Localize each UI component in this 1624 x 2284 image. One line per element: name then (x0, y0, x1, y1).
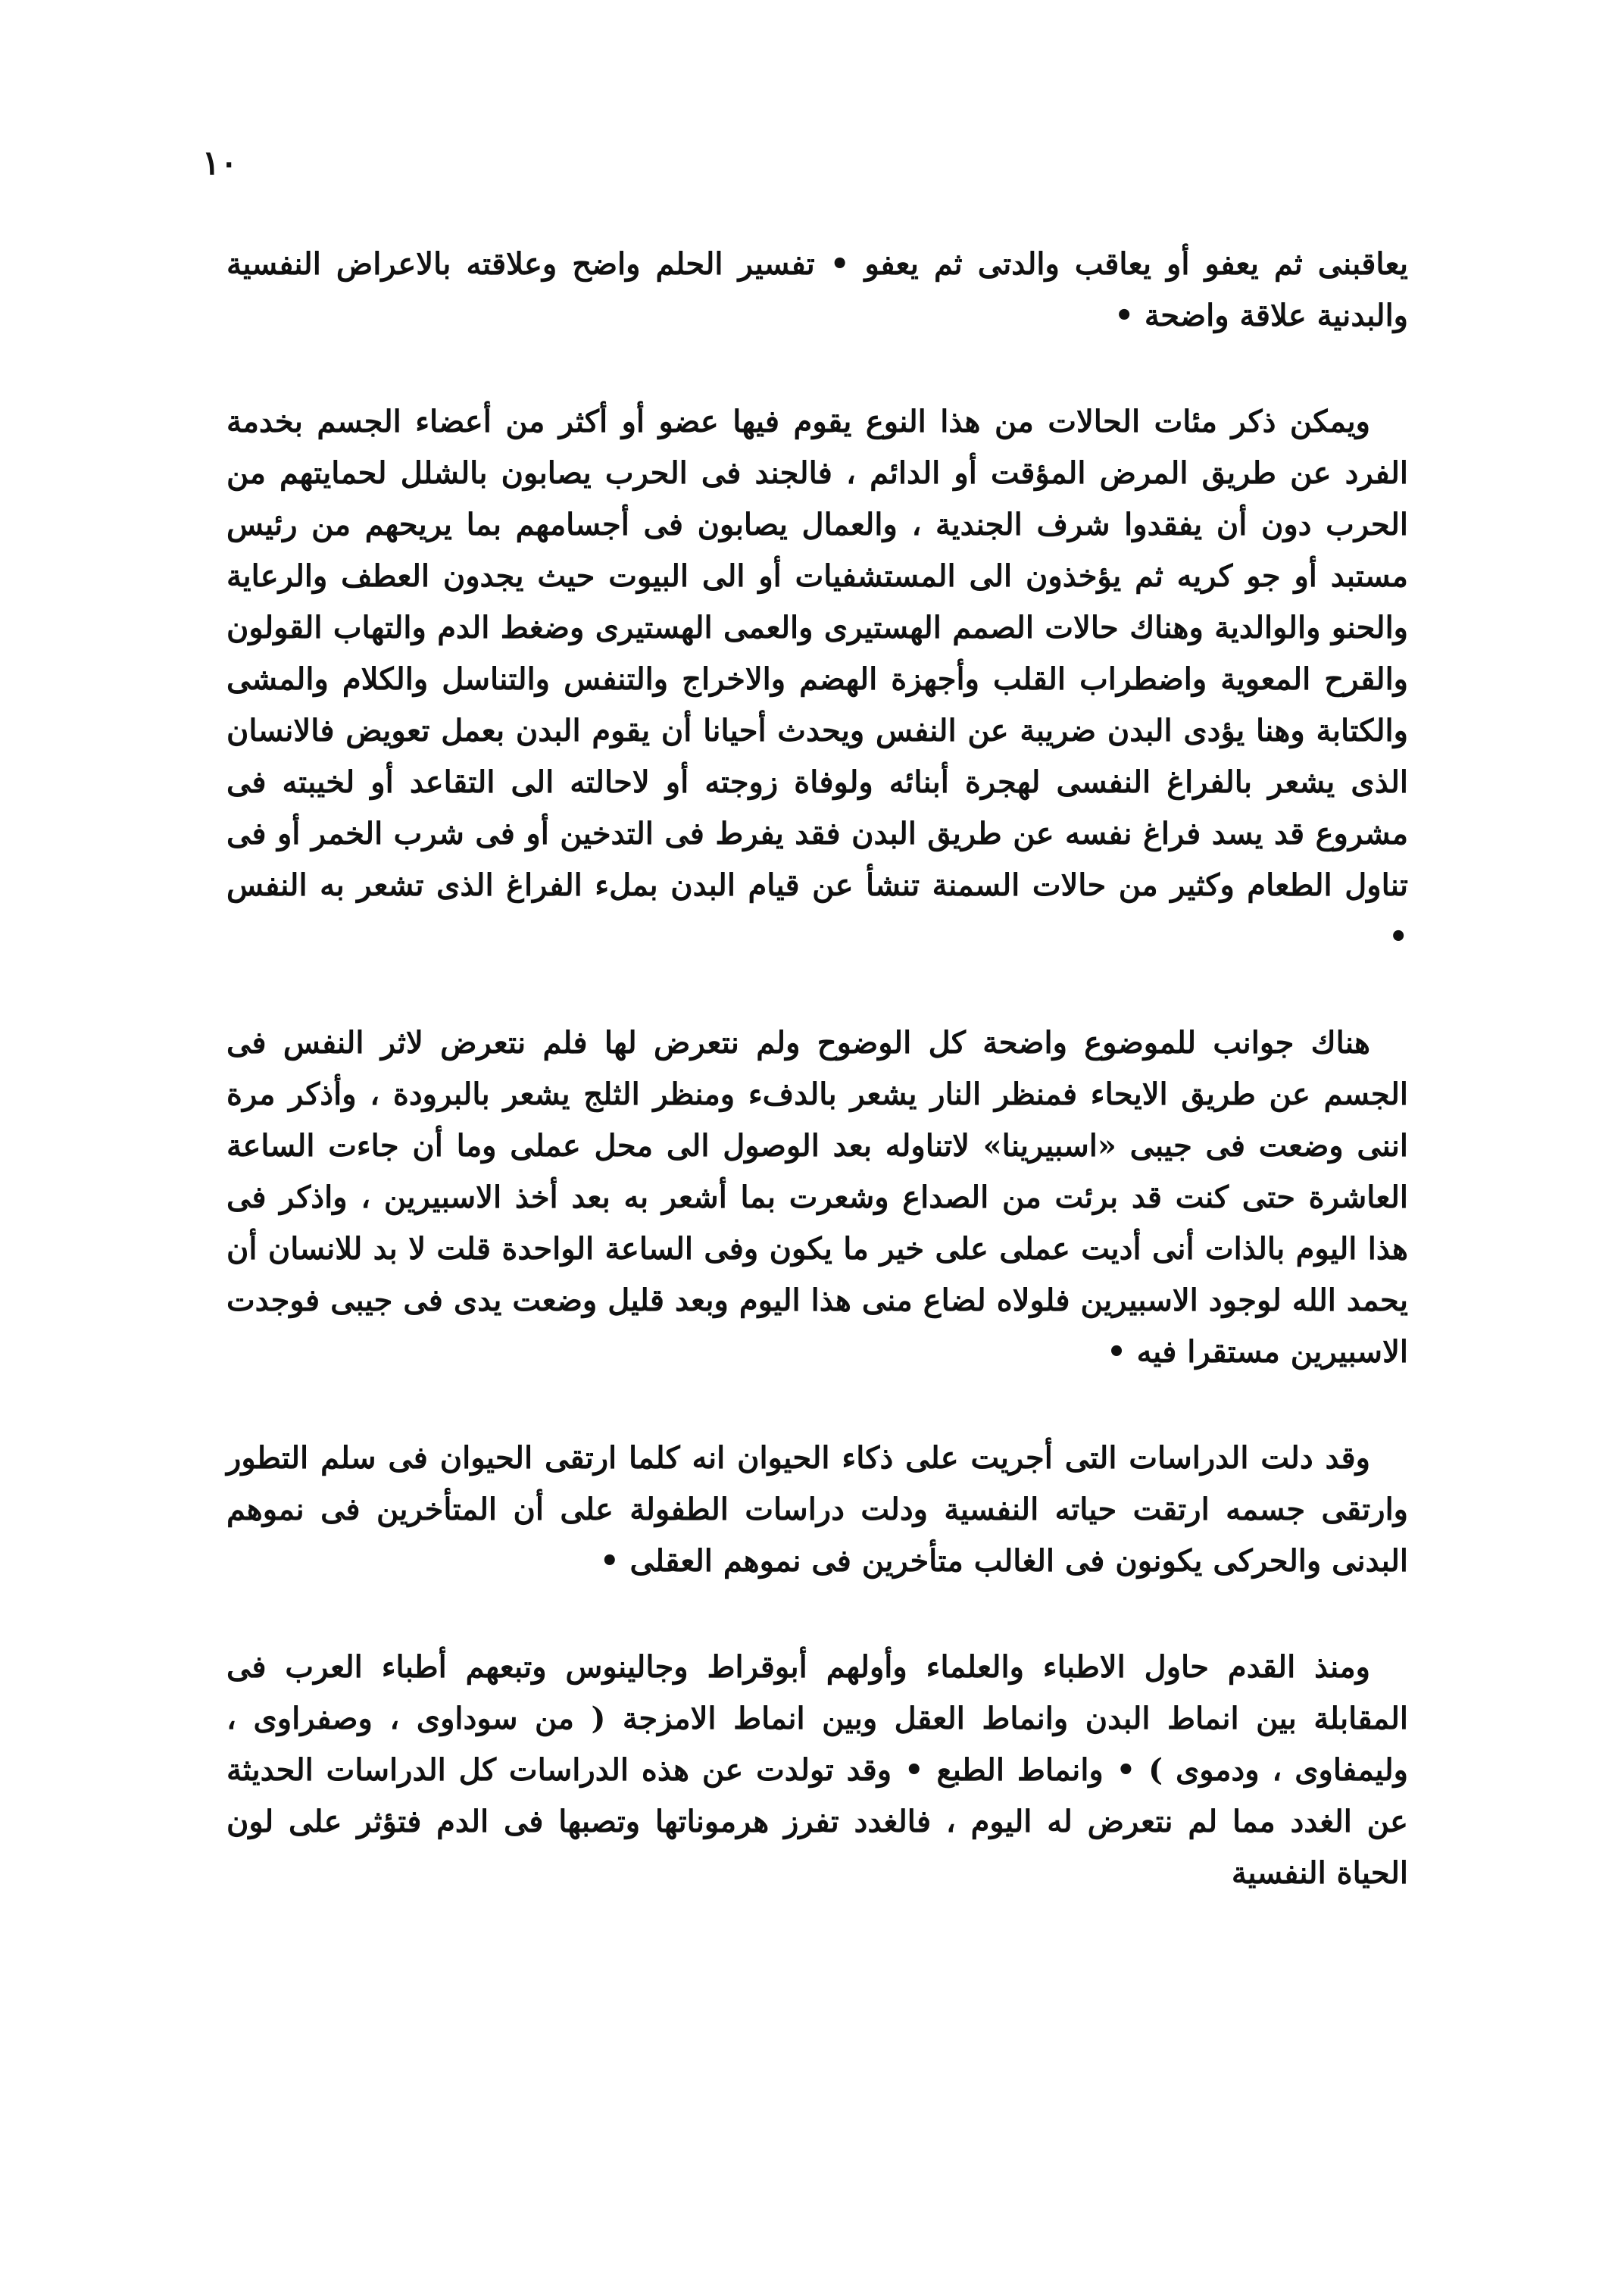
paragraph-1: يعاقبنى ثم يعفو أو يعاقب والدتى ثم يعفو • تفسير الحلم واضح وعلاقته بالاعراض النفسية والبدنية علاقة واضحة • (226, 246, 1408, 333)
paragraph-4: وقد دلت الدراسات التى أجريت على ذكاء الحيوان انه كلما ارتقى الحيوان فى سلم التطور وارتقى جسمه ارتقت حياته النفسية ودلت دراسات الطفولة على أن المتأخرين فى نموهم البدنى والحركى يكونون فى الغالب متأخرين فى نموهم العقلى • (226, 1440, 1408, 1579)
paragraph-2: ويمكن ذكر مئات الحالات من هذا النوع يقوم فيها عضو أو أكثر من أعضاء الجسم بخدمة الفرد عن طريق المرض المؤقت أو الدائم ، فالجند فى الحرب يصابون بالشلل لحمايتهم من الحرب دون أن يفقدوا شرف الجندية ، والعمال يصابون فى أجسامهم بما يريحهم من رئيس مستبد أو جو كريه ثم يؤخذون الى المستشفيات أو الى البيوت حيث يجدون العطف والرعاية والحنو والوالدية وهناك حالات الصمم الهستيرى والعمى الهستيرى وضغط الدم والتهاب القولون والقرح المعوية واضطراب القلب وأجهزة الهضم والاخراج والتنفس والتناسل والكلام والمشى والكتابة وهنا يؤدى البدن ضريبة عن النفس ويحدث أحيانا أن يقوم البدن بعمل تعويض فالانسان الذى يشعر بالفراغ النفسى لهجرة أبنائه ولوفاة زوجته أو لاحالته الى التقاعد أو لخيبته فى مشروع قد يسد فراغ نفسه عن طريق البدن فقد يفرط فى التدخين أو فى شرب الخمر أو فى تناول الطعام وكثير من حالات السمنة تنشأ عن قيام البدن بملء الفراغ الذى تشعر به النفس • (226, 404, 1409, 955)
body-text (226, 239, 1408, 1954)
paragraph-3: هناك جوانب للموضوع واضحة كل الوضوح ولم نتعرض لها فلم نتعرض لاثر النفس فى الجسم عن طريق الايحاء فمنظر النار يشعر بالدفء ومنظر الثلج يشعر بالبرودة ، وأذكر مرة اننى وضعت فى جيبى «اسبيرينا» لاتناوله بعد الوصول الى محل عملى وما أن جاءت الساعة العاشرة حتى كنت قد برئت من الصداع وشعرت بما أشعر به بعد أخذ الاسبيرين ، واذكر فى هذا اليوم بالذات أنى أديت عملى على خير ما يكون وفى الساعة الواحدة قلت لا بد للانسان أن يحمد الله لوجود الاسبيرين فلولاه لضاع منى هذا اليوم وبعد قليل وضعت يدى فى جيبى فوجدت الاسبيرين مستقرا فيه • (226, 1025, 1409, 1370)
paragraph-5: ومنذ القدم حاول الاطباء والعلماء وأولهم أبوقراط وجالينوس وتبعهم أطباء العرب فى المقابلة بين انماط البدن وانماط العقل وبين انماط الامزجة ( من سوداوى ، وصفراوى ، وليمفاوى ، ودموى ) • وانماط الطبع • وقد تولدت عن هذه الدراسات كل الدراسات الحديثة عن الغدد مما لم نتعرض له اليوم ، فالغدد تفرز هرموناتها وتصبها فى الدم فتؤثر على لون الحياة النفسية (226, 1649, 1408, 1891)
page-number: ١٠ (201, 144, 238, 183)
